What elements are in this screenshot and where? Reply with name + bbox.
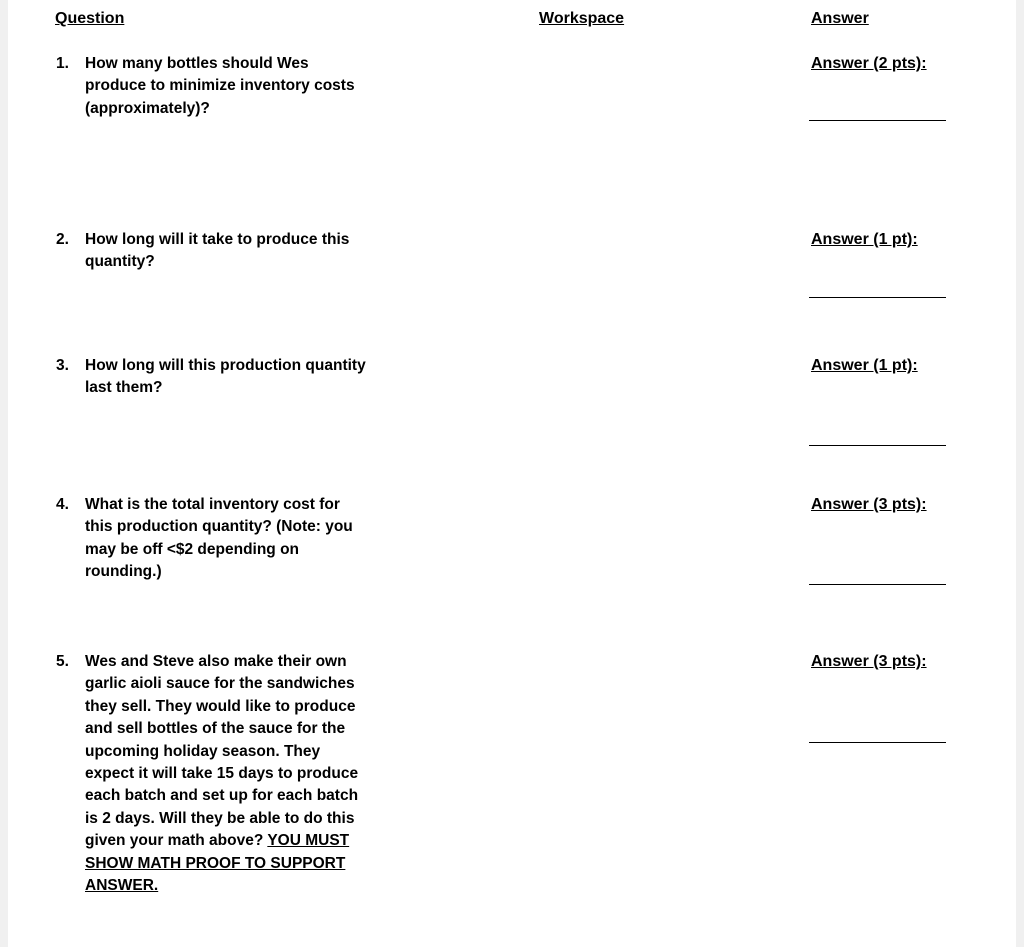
question-5-emphasis: YOU MUST SHOW MATH PROOF TO SUPPORT ANSWER. [85,832,350,895]
question-4-answer-label: Answer (3 pts): [811,496,927,513]
question-4 [56,494,366,584]
question-2-answer-line[interactable] [809,297,946,298]
question-5-answer-line[interactable] [809,742,946,743]
question-5 [56,651,366,897]
answer-column-header: Answer [811,10,869,27]
question-2 [56,229,366,274]
question-5-number: 5. [56,653,69,670]
question-3-number: 3. [56,357,69,374]
question-1-text: How many bottles should Wes produce to minimize inventory costs (approximately)? [85,55,355,117]
question-4-text: What is the total inventory cost for this production quantity? (Note: you may be off <$2 depending on rounding.) [85,496,353,581]
question-1 [56,53,366,120]
question-4-answer-line[interactable] [809,584,946,585]
question-5-body [85,651,366,897]
question-3-answer-label: Answer (1 pt): [811,357,918,374]
question-1-number: 1. [56,55,69,72]
question-5-text: Wes and Steve also make their own garlic aioli sauce for the sandwiches they sell. They would like to produce and sell bottles of the sauce for the upcoming holiday season. They expect it will take 15 days to produce each batch and set up for each batch is 2 days. Will they be able to do this given your math above? [85,653,359,850]
question-column-header: Question [55,10,125,27]
workspace-column-header: Workspace [539,10,625,27]
question-2-text: How long will it take to produce this quantity? [85,231,350,271]
question-1-answer-line[interactable] [809,120,946,121]
question-5-answer-label: Answer (3 pts): [811,653,927,670]
question-4-number: 4. [56,496,69,513]
question-3 [56,355,366,400]
question-1-answer-label: Answer (2 pts): [811,55,927,72]
question-3-text: How long will this production quantity last them? [85,357,366,397]
worksheet-page [8,0,1016,947]
question-2-answer-label: Answer (1 pt): [811,231,918,248]
question-2-number: 2. [56,231,69,248]
question-3-answer-line[interactable] [809,445,946,446]
